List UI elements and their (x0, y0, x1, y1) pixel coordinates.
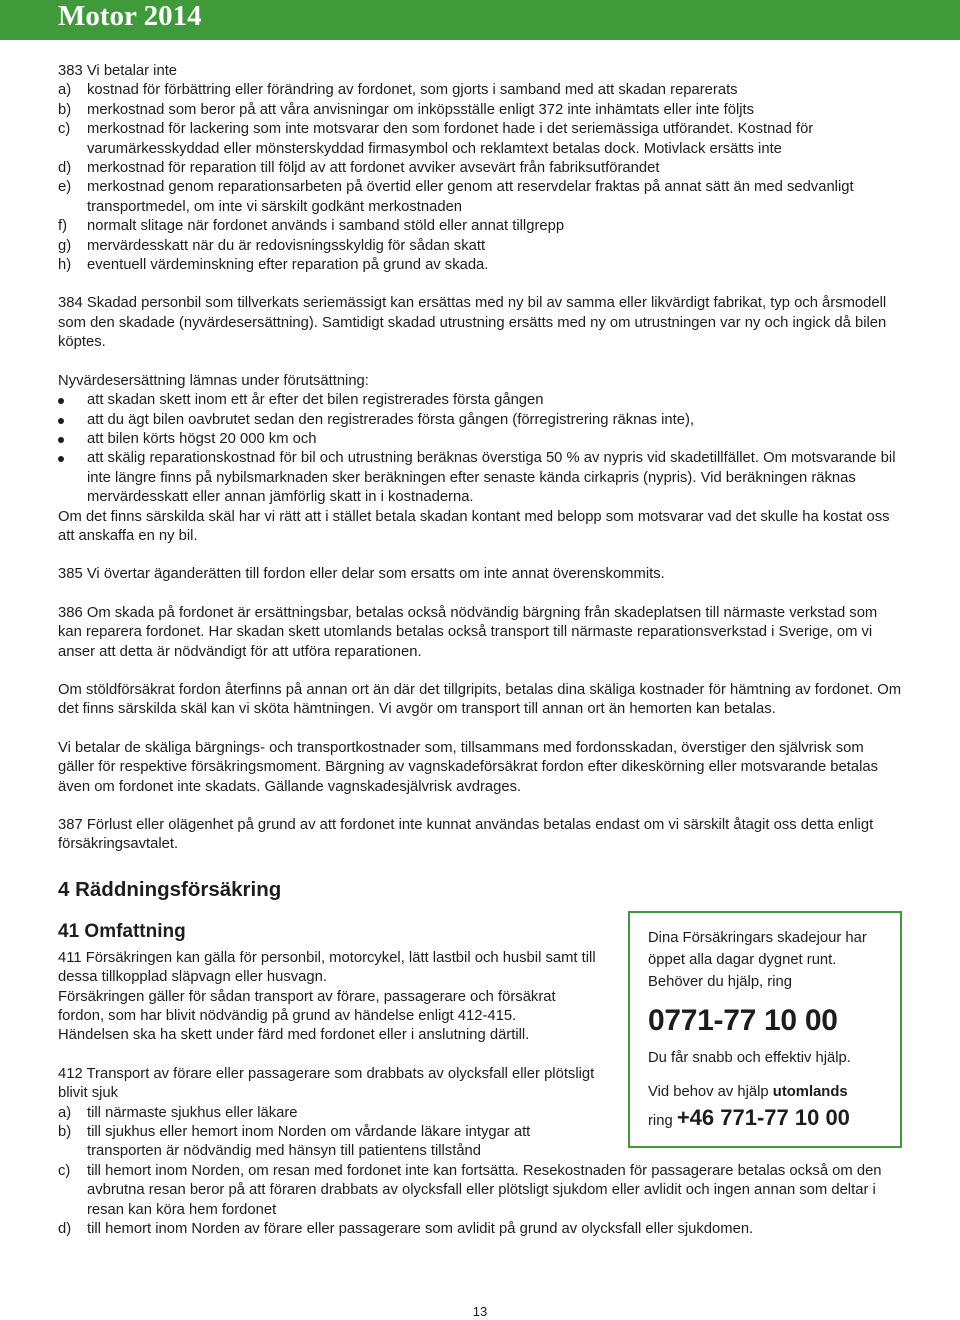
list-item: c) merkostnad för lackering som inte motsvarar den som fordonet hade i det seriemässiga utförandet. Kostnad för varumärkesskyddad eller mönsterskyddad firmasymbol och reklamtext betalas dock. Motivlack ersätts inte (58, 121, 814, 157)
page-number: 13 (472, 1304, 488, 1319)
list-383 (58, 81, 903, 275)
section-385: 385 Vi övertar äganderätten till fordon eller delar som ersatts om inte annat överenskommits. (58, 566, 665, 583)
section-number: 383 (58, 63, 83, 79)
list-412-continued (58, 1162, 903, 1240)
international-phone-number: +46 771-77 10 00 (676, 1105, 850, 1130)
list-item: a) kostnad för förbättring eller förändring av fordonet, som gjorts i samband med att skadan reparerats (58, 82, 738, 99)
condition-intro: Nyvärdesersättning lämnas under förutsättning: (58, 372, 369, 389)
section-intro: Vi betalar inte (86, 63, 178, 79)
list-item: f) normalt slitage när fordonet används i samband stöld eller annat tillgrepp (58, 218, 565, 235)
section-383 (58, 62, 903, 275)
emergency-info-box (628, 911, 902, 1148)
section-number: 384 (58, 295, 83, 312)
list-item: d) till hemort inom Norden av förare eller passagerare som avlidit på grund av olycksfall eller sjukdomen. (58, 1221, 754, 1238)
info-text: Dina Försäkringars skadejour har öppet alla dagar dygnet runt. Behöver du hjälp, ring (648, 930, 867, 990)
list-item: c) till hemort inom Norden, om resan med fordonet inte kan fortsätta. Resekostnaden för passagerare betalas också om den avbrutna resan beror på att föraren drabbats av olycksfall eller plötsligt sjukdom eller avlidit och ingen annan som deltar i resan kan köra hem fordonet (58, 1162, 882, 1218)
section-heading: 41 Omfattning (58, 920, 186, 942)
list-item: att skälig reparationskostnad för bil och utrustning beräknas överstiga 50 % av nypris vid skadetillfället. Om motsvarande bil inte längre finns på nybilsmarknaden sker beräkningen efter senaste kända cirkapris (nypris). Vid beräkningen räknas mervärdesskatt eller annan jämförlig skatt in i kostnaderna. (58, 449, 903, 507)
condition-list (58, 391, 903, 507)
list-item: d) merkostnad för reparation till följd av att fordonet avviker avsevärt från fabriksutförandet (58, 160, 660, 177)
document-title: Motor 2014 (58, 0, 202, 32)
section-number: 385 (58, 566, 83, 583)
list-item: b) till sjukhus eller hemort inom Norden om vårdande läkare intygar att transporten är nödvändig med hänsyn till patientens tillstånd (58, 1124, 531, 1160)
bullet-icon (58, 418, 64, 424)
list-item: a) till närmaste sjukhus eller läkare (58, 1104, 298, 1121)
list-item: att skadan skett inom ett år efter det bilen registrerades första gången (58, 391, 903, 410)
section-387: 387 Förlust eller olägenhet på grund av att fordonet inte kunnat användas betalas endast om vi särskilt åtagit oss detta enligt försäkringsavtalet. (58, 817, 874, 853)
section-number: 386 (58, 604, 83, 621)
list-item: att bilen körts högst 20 000 km och (58, 430, 903, 449)
chapter-4: 4 Räddningsförsäkring 41 Omfattning 411 Försäkringen kan gälla för personbil, motorcykel, lätt lastbil och husbil samt till dessa tillkopplad släpvagn eller husvagn. Försäkringen gäller för sådan transport av förare, passagerare och försäkrat fordon, som har blivit nödvändig på grund av händelse enligt 412-415. Händelsen ska ha skett under färd med fordonet eller i anslutning därtill. 412 Transport av förare eller passagerare som drabbats av olycksfall eller plötsligt blivit sjuk a) till närmaste sjukhus eller läkare b) till sjukhus eller hemort inom Norden om vårdande läkare intygar att transporten är nödvändig med hänsyn till patientens tillstånd (58, 877, 598, 1162)
list-item: b) merkostnad som beror på att våra anvisningar om inköpsställe enligt 372 inte inhämtats eller inte följts (58, 101, 755, 118)
bullet-icon (58, 456, 64, 462)
header-banner (0, 0, 960, 40)
international-phone: ring +46 771-77 10 00 (648, 1105, 850, 1130)
list-item: e) merkostnad genom reparationsarbeten på övertid eller genom att reservdelar fraktas på annat sätt än med sedvanligt transportmedel, om inte vi särskilt godkänt merkostnaden (58, 179, 854, 215)
list-item: h) eventuell värdeminskning efter reparation på grund av skada. (58, 257, 489, 274)
chapter-heading: 4 Räddningsförsäkring (58, 877, 282, 901)
list-item: att du ägt bilen oavbrutet sedan den registrerades första gången (förregistrering räknas inte), (58, 411, 903, 430)
list-item: g) mervärdesskatt när du är redovisningsskyldig för sådan skatt (58, 237, 486, 254)
info-text: Du får snabb och effektiv hjälp. (648, 1050, 851, 1066)
bullet-icon (58, 398, 64, 404)
section-386: 386 Om skada på fordonet är ersättningsbar, betalas också nödvändig bärgning från skadeplatsen till närmaste verkstad som kan reparera fordonet. Har skadan skett utomlands betalas också transport till närmaste reparationsverkstad i Sverige, om vi anser att detta är nödvändigt för att utföra reparationen. Om stöldförsäkrat fordon återfinns på annan ort än där det tillgripits, betalas dina skäliga kostnader för hämtning av fordonet. Om det finns särskilda skäl kan vi sköta hämtningen. Vi avgör om transport till annan ort än hemorten kan betalas. Vi betalar de skäliga bärgnings- och transportkostnader som, tillsammans med fordonsskadan, överstiger den självrisk som gäller för respektive försäkringsmoment. Bärgning av vagnskadeförsäkrat fordon efter dikeskörning eller motsvarande betalas även om fordonet inte skadats. Gällande vagnskadesjälvrisk avdrages. (58, 604, 902, 795)
list-412 (58, 1104, 598, 1162)
section-number: 411 (58, 949, 82, 966)
bullet-icon (58, 437, 64, 443)
emergency-phone-number: 0771-77 10 00 (648, 1004, 838, 1037)
section-number: 387 (58, 817, 83, 833)
section-384: 384 Skadad personbil som tillverkats seriemässigt kan ersättas med ny bil av samma eller likvärdigt fabrikat, typ och årsmodell som den skadade (nyvärdesersättning). Samtidigt skadad utrustning ersätts med ny om utrustningen var ny och ingick då bilen köptes. Nyvärdesersättning lämnas under förutsättning: att skadan skett inom ett år efter det bilen registrerades första gången att du ägt bilen oavbrutet sedan den registrerades första gången (förregistrering räknas inte), att bilen körts högst 20 000 km och att skälig reparationskostnad för bil och utrustning beräknas överstiga 50 % av nypris vid skadetillfället. Om motsvarande bil inte längre finns på nybilsmarknaden sker beräkningen efter senaste kända cirkapris (nypris). Vid beräkningen räknas mervärdesskatt eller annan jämförlig skatt in i kostnaderna. Om det finns särskilda skäl har vi rätt att i stället betala skadan kontant med belopp som motsvarar vad det skulle ha kostat oss att anskaffa en ny bil. (58, 294, 903, 546)
section-number: 412 (58, 1065, 83, 1082)
info-text: Vid behov av hjälp utomlands (648, 1084, 848, 1100)
